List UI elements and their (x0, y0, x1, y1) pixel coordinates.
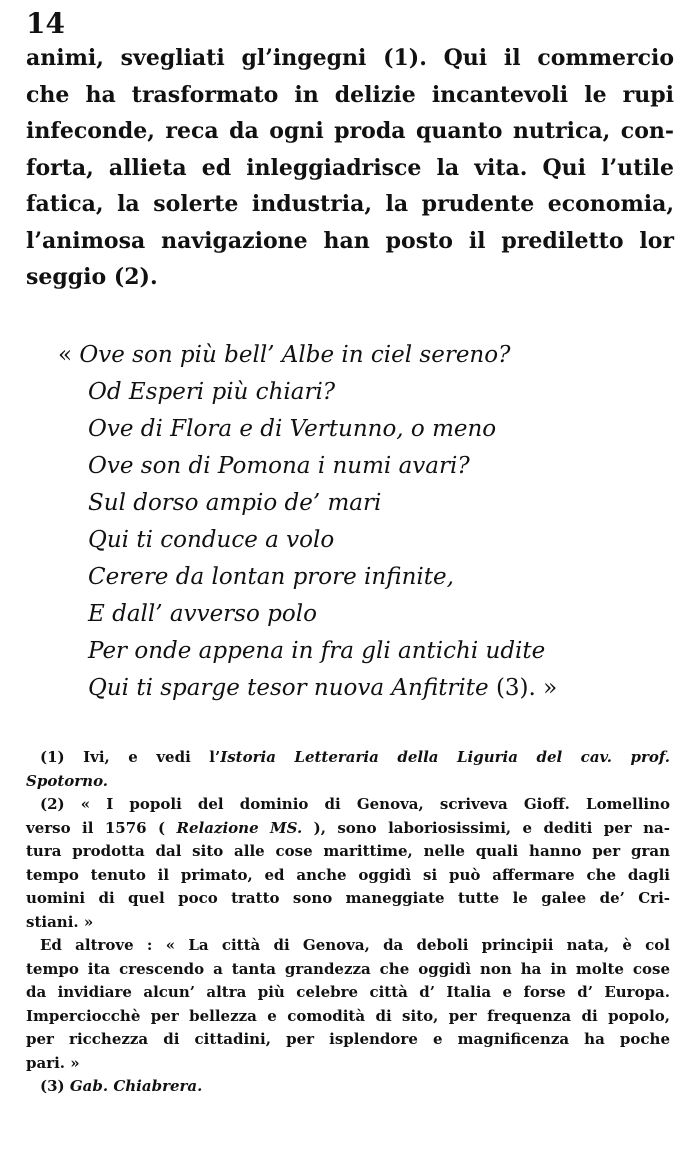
page-number: 14 (26, 7, 65, 40)
footnotes (26, 746, 670, 1099)
poem-line: Sul dorso ampio de’ mari (88, 490, 382, 516)
poem-line (58, 337, 658, 374)
footnote-2b-line: per ricchezza di cittadini, per isplendore e magnificenza ha poche (26, 1030, 670, 1048)
poem-line: Cerere da lontan prore infinite, (88, 564, 454, 590)
poem-line: Od Esperi più chiari? (88, 379, 336, 405)
footnote-text: verso il 1576 ( (26, 818, 166, 837)
poem-line: Ove di Flora e di Vertunno, o meno (88, 416, 497, 442)
footnote-3-line (26, 1075, 670, 1099)
footnote-2b-line: Ed altrove : « La città di Genova, da deboli principii nata, è col (40, 936, 670, 954)
poem-line-text: Ove son più bell’ Albe in ciel sereno? (79, 342, 511, 368)
prose-paragraph (26, 40, 674, 296)
prose-line: l’animosa navigazione han posto il prediletto lor (26, 227, 674, 254)
footnote-2b-line: da invidiare alcun’ altra più celebre città d’ Italia e forse d’ Europa. (26, 983, 670, 1001)
footnote-2b-line: pari. » (26, 1053, 80, 1072)
prose-line: seggio (2). (26, 264, 158, 290)
prose-line: fatica, la solerte industria, la prudente economia, (26, 191, 674, 217)
footnote-2b-line: Imperciocchè per bellezza e comodità di sito, per frequenza di popolo, (26, 1006, 670, 1025)
poem-line: Qui ti conduce a volo (88, 527, 335, 553)
opening-quote-mark: « (58, 342, 73, 368)
footnote-2-line: tura prodotta dal sito alle cose marittime, nelle quali hanno per gran (26, 842, 670, 860)
poem-line-text: Qui ti sparge tesor nuova Anfitrite (88, 675, 489, 701)
footnote-2-line: uomini di quel poco tratto sono maneggiate tutte le galee de’ Cri- (26, 889, 670, 907)
footnote-italic: Relazione MS. (176, 818, 303, 837)
footnote-2-line: tempo tenuto il primato, ed anche oggidì si può affermare che dagli (26, 865, 670, 884)
prose-line: infeconde, reca da ogni proda quanto nutrica, con- (26, 118, 674, 144)
footnote-italic: Istoria Letteraria della Liguria del cav. prof. (220, 748, 670, 766)
prose-line: forta, allieta ed inleggiadrisce la vita. Qui l’utile (26, 154, 674, 181)
prose-line: animi, svegliati gl’ingegni (1). Qui il commercio (26, 45, 674, 71)
footnote-2-line: stiani. » (26, 912, 94, 931)
footnote-1-line (26, 770, 670, 794)
footnote-2-line (26, 817, 670, 841)
footnote-italic: Spotorno. (26, 771, 109, 790)
poem-line: Per onde appena in fra gli antichi udite (88, 638, 546, 664)
prose-line: che ha trasformato in delizie incantevoli le rupi (26, 81, 674, 108)
footnote-italic: Gab. Chiabrera. (69, 1077, 203, 1095)
footnote-reference: (3). » (495, 675, 558, 701)
poem-line: E dall’ avverso polo (88, 601, 317, 627)
footnote-text: (3) (40, 1077, 65, 1095)
poem-line (58, 670, 658, 707)
footnote-1-line (26, 746, 670, 770)
footnote-text: ), sono laboriosissimi, e dediti per na- (313, 818, 670, 837)
poem-quotation (58, 337, 658, 707)
footnote-text: (1) Ivi, e vedi l’ (40, 748, 221, 766)
footnote-2b-line: tempo ita crescendo a tanta grandezza che oggidì non ha in molte cose (26, 959, 670, 978)
poem-line: Ove son di Pomona i numi avari? (88, 453, 470, 479)
footnote-2-line: (2) « I popoli del dominio di Genova, scriveva Gioff. Lomellino (40, 795, 670, 813)
